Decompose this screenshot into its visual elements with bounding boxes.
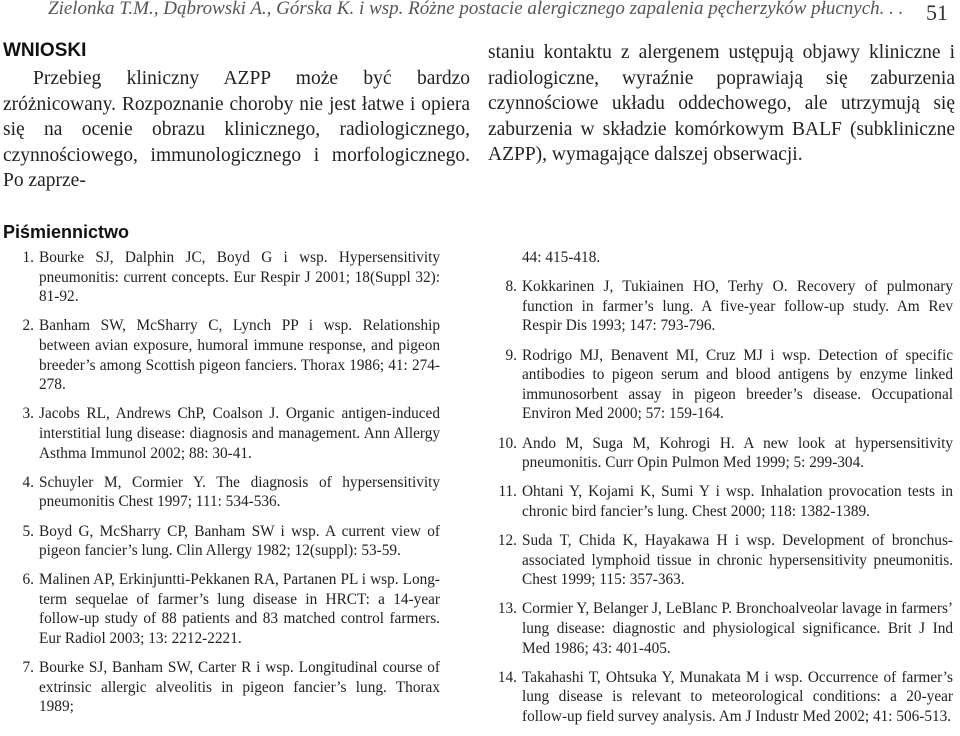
reference-item [10,522,440,561]
reference-item [493,668,953,727]
reference-continuation-text: 44: 415-418. [522,249,601,266]
reference-number: 6. [22,571,34,589]
references-right-column [493,248,953,736]
conclusions-paragraph-part1: Przebieg kliniczny AZPP może być bardzo zróżnicowany. Rozpoznanie choroby nie jest łatwe i opiera się na ocenie obrazu klinicznego, radiologicznego, czynnościowego, immunologicznego i morfologicznego. Po zaprze- [3,68,470,191]
reference-text: Bourke SJ, Dalphin JC, Boyd G i wsp. Hypersensitivity pneumonitis: current concepts. Eur Respir J 2001; 18(Suppl 32): 81-92. [39,249,440,306]
reference-number: 4. [22,473,34,491]
reference-number: 10. [497,434,517,452]
reference-item [10,658,440,717]
running-header [48,0,948,28]
reference-text: Boyd G, McSharry CP, Banham SW i wsp. A current view of pigeon fancier’s lung. Clin Allergy 1982; 12(suppl): 53-59. [39,522,440,560]
conclusions-paragraph-part2: staniu kontaktu z alergenem ustępują objawy kliniczne i radiologiczne, wyraźnie poprawiają się zaburzenia czynnościowe układu oddechowego, ale utrzymują się zaburzenia w składzie komórkowym BALF (subkliniczne AZPP), wymagające dalszej obserwacji. [488,42,955,165]
page-number: 51 [926,0,948,25]
reference-text: Kokkarinen J, Tukiainen HO, Terhy O. Recovery of pulmonary function in farmer’s lung. A five-year follow-up study. Am Rev Respir Dis 1993; 147: 793-796. [522,278,953,335]
reference-number: 14. [497,668,517,686]
reference-text: Ando M, Suga M, Kohrogi H. A new look at hypersensitivity pneumonitis. Curr Opin Pulmon Med 1999; 5: 299-304. [522,434,953,472]
reference-number: 1. [22,249,34,266]
reference-number: 5. [22,522,34,540]
reference-item [493,346,953,424]
reference-item [493,482,953,521]
reference-item [10,570,440,648]
reference-text: Bourke SJ, Banham SW, Carter R i wsp. Longitudinal course of extrinsic allergic alveolitis in pigeon fancier’s lung. Thorax 1989; [39,659,440,716]
conclusions-column-left [3,40,470,194]
reference-text: Rodrigo MJ, Benavent MI, Cruz MJ i wsp. Detection of specific antibodies to pigeon serum and blood antigens by enzyme linked immunosorbent assay in pigeon breeder’s disease. Occupational Environ Med 2000; 57: 159-164. [522,346,953,423]
reference-continuation [493,248,953,268]
reference-number: 9. [505,346,517,364]
reference-number: 3. [22,405,34,423]
reference-item [493,531,953,590]
reference-text: Cormier Y, Belanger J, LeBlanc P. Bronchoalveolar lavage in farmers’ lung disease: diagnostic and physiological significance. Brit J Ind Med 1986; 43: 401-405. [522,600,953,657]
reference-text: Schuyler M, Cormier Y. The diagnosis of hypersensitivity pneumonitis Chest 1997; 111: 534-536. [39,473,440,511]
reference-number: 11. [498,483,517,501]
reference-text: Banham SW, McSharry C, Lynch PP i wsp. Relationship between avian exposure, humoral immune response, and pigeon breeder’s among Scottish pigeon fanciers. Thorax 1986; 41: 274-278. [39,317,440,394]
reference-number: 12. [497,532,517,550]
reference-number: 7. [22,659,34,677]
references-title: Piśmiennictwo [3,222,130,242]
conclusions-column-right [488,40,955,168]
conclusions-title: WNIOSKI [3,40,87,61]
reference-item [493,434,953,473]
reference-number: 8. [505,278,517,296]
reference-item [10,316,440,394]
reference-item [10,248,440,307]
reference-text: Ohtani Y, Kojami K, Sumi Y i wsp. Inhalation provocation tests in chronic bird fancier’s lung. Chest 2000; 118: 1382-1389. [522,483,953,520]
reference-item [493,599,953,658]
reference-item [10,473,440,512]
reference-text: Jacobs RL, Andrews ChP, Coalson J. Organic antigen-induced interstitial lung disease: diagnosis and management. Ann Allergy Asthma Immunol 2002; 88: 30-41. [39,405,440,462]
reference-text: Takahashi T, Ohtsuka Y, Munakata M i wsp. Occurrence of farmer’s lung disease is relevant to meteorological conditions: a 20-year follow-up field survey analysis. Am J Industr Med 2002; 41: 506-513. [522,668,953,726]
references-left-column [10,248,440,727]
running-title: Zielonka T.M., Dąbrowski A., Górska K. i wsp. Różne postacie alergicznego zapalenia pęcherzyków płucnych. . . [48,0,904,19]
reference-item [493,277,953,336]
reference-text: Malinen AP, Erkinjuntti-Pekkanen RA, Partanen PL i wsp. Long-term sequelae of farmer’s lung disease in HRCT: a 14-year follow-up study of 88 patients and 83 matched control farmers. Eur Radiol 2003; 13: 2212-2221. [39,571,440,648]
reference-item [10,404,440,463]
reference-text: Suda T, Chida K, Hayakawa H i wsp. Development of bronchus-associated lymphoid tissue in chronic hypersensitivity pneumonitis. Chest 1999; 115: 357-363. [522,532,953,589]
reference-number: 13. [497,600,517,618]
reference-number: 2. [22,317,34,335]
